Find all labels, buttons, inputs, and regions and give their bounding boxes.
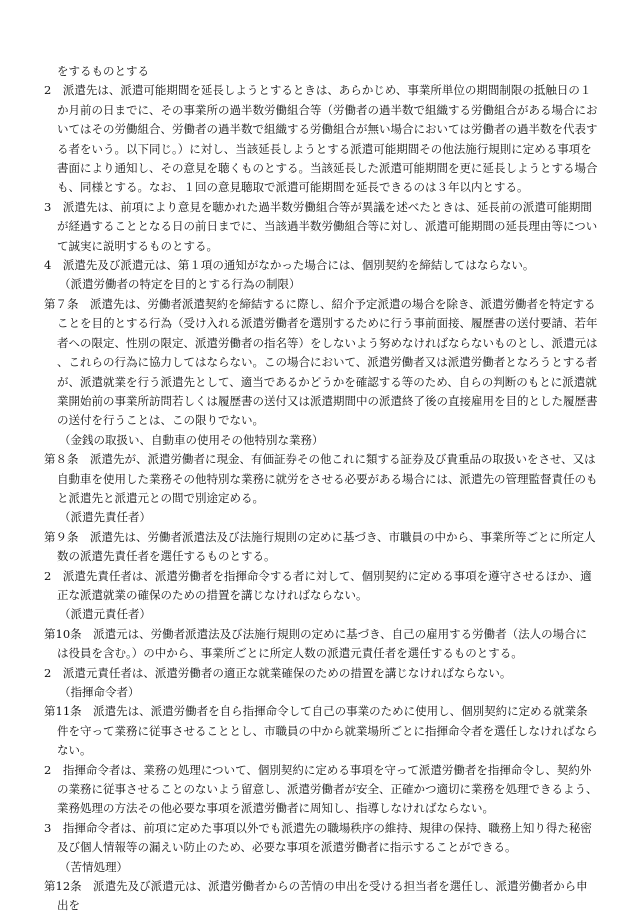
block-text: 派遣先は、派遣可能期間を延長しようとするときは、あらかじめ、事業所単位の期間制限の抵触日の１か月前の日までに、その事業所の過半数労働組合等（労働者の過半数で組織する労働組合がある場合においてはその労働組合、労働者の過半数で組織する労働組合が無い場合においては労働者の過半数を代表する者をいう。以下同じ。）に対し、当該延長しようとする派遣可能期間その他法施行規則に定める事項を書面により通知し、その意見を聴くものとする。当該延長した派遣可能期間を更に延長しようとする場合も、同様とする。なお、１回の意見聴取で派遣可能期間を延長できるのは３年以内とする。 bbox=[51, 83, 598, 195]
numbered-paragraph bbox=[44, 256, 598, 275]
article-number: 第12条 bbox=[44, 879, 82, 894]
block-text: 派遣元責任者は、派遣労働者の適正な就業確保のための措置を講じなければならない。 bbox=[51, 665, 512, 680]
article-heading bbox=[44, 508, 598, 527]
article-number: 第11条 bbox=[44, 704, 82, 719]
article bbox=[44, 877, 598, 916]
block-text: （派遣労働者の特定を目的とする行為の制限） bbox=[59, 277, 301, 292]
block-text: （指揮命令者） bbox=[59, 685, 140, 699]
article-heading bbox=[44, 683, 598, 702]
paragraph-number: 2 bbox=[44, 762, 52, 777]
block-text: 派遣先が、派遣労働者に現金、有価証券その他これに類する証券及び貴重品の取扱いをさせ、又は自動車を使用した業務その他特別な業務に就労をさせる必要がある場合には、派遣先の管理監督責任のもと派遣先と派遣元との間で別途定める。 bbox=[57, 452, 598, 505]
numbered-paragraph bbox=[44, 567, 598, 606]
numbered-paragraph bbox=[44, 819, 598, 858]
continuation-text bbox=[44, 62, 598, 81]
block-text: 派遣先及び派遣元は、派遣労働者からの苦情の申出を受ける担当者を選任し、派遣労働者から申出を bbox=[57, 879, 588, 913]
block-text: （派遣元責任者） bbox=[59, 607, 151, 622]
block-text: 派遣先責任者は、派遣労働者を指揮命令する者に対して、個別契約に定める事項を遵守させるほか、適正な派遣就業の確保のための措置を講じなければならない。 bbox=[51, 568, 592, 602]
numbered-paragraph bbox=[44, 664, 598, 683]
paragraph-number: 2 bbox=[44, 83, 52, 98]
article-heading bbox=[44, 431, 598, 450]
article bbox=[44, 702, 598, 760]
block-text: （派遣先責任者） bbox=[59, 510, 151, 525]
block-text: （金銭の取扱い、自動車の使用その他特別な業務） bbox=[59, 432, 324, 447]
numbered-paragraph bbox=[44, 761, 598, 819]
block-text: をするものとする bbox=[57, 64, 149, 78]
article-heading bbox=[44, 605, 598, 624]
article-number: 第９条 bbox=[44, 529, 79, 544]
block-text: （苦情処理） bbox=[59, 859, 128, 874]
block-text: 派遣先は、前項により意見を聴かれた過半数労働組合等が異議を述べたときは、延長前の派遣可能期間が経過することとなる日の前日までに、当該過半数労働組合等に対し、派遣可能期間の延長理由等について誠実に説明するものとする。 bbox=[51, 199, 598, 253]
article-heading bbox=[44, 275, 598, 294]
block-text: 派遣先は、派遣労働者を自ら指揮命令して自己の事業のために使用し、個別契約に定める就業条件を守って業務に従事させることとし、市職員の中から就業場所ごとに指揮命令者を選任しなければならない。 bbox=[57, 704, 598, 758]
article bbox=[44, 528, 598, 567]
article-number: 第10条 bbox=[44, 626, 82, 641]
block-text: 指揮命令者は、業務の処理について、個別契約に定める事項を守って派遣労働者を指揮命令し、契約外の業務に従事させることのないよう留意し、派遣労働者が安全、正確かつ適切に業務を処理できるよう、業務処理の方法その他必要な事項を派遣労働者に周知し、指導しなければならない。 bbox=[51, 762, 598, 816]
paragraph-number: 3 bbox=[44, 820, 52, 835]
paragraph-number: 2 bbox=[44, 568, 52, 583]
paragraph-number: 4 bbox=[44, 258, 52, 273]
numbered-paragraph bbox=[44, 81, 598, 197]
article-number: 第８条 bbox=[44, 452, 79, 467]
block-text: 派遣先は、労働者派遣契約を締結するに際し、紹介予定派遣の場合を除き、派遣労働者を特定することを目的とする行為（受け入れる派遣労働者を選別するために行う事前面接、履歴書の送付要請、若年者への限定、性別の限定、派遣労働者の指名等）をしないよう努めなければならないものとし、派遣元は、これらの行為に協力してはならない。この場合において、派遣労働者又は派遣労働者となろうとする者が、派遣就業を行う派遣先として、適当であるかどうかを確認する等のため、自らの判断のもとに派遣就業開始前の事業所訪問若しくは履歴書の送付又は派遣期間中の派遣終了後の直接雇用を目的とした履歴書の送付を行うことは、この限りでない。 bbox=[57, 296, 598, 428]
article-heading bbox=[44, 858, 598, 877]
block-text: 派遣元は、労働者派遣法及び法施行規則の定めに基づき、自己の雇用する労働者（法人の場合には役員を含む。）の中から、事業所ごとに所定人数の派遣元責任者を選任するものとする。 bbox=[57, 626, 588, 661]
article bbox=[44, 450, 598, 508]
block-text: 派遣先は、労働者派遣法及び法施行規則の定めに基づき、市職員の中から、事業所等ごとに所定人数の派遣先責任者を選任するものとする。 bbox=[57, 529, 596, 564]
paragraph-number: 2 bbox=[44, 665, 52, 680]
block-text: 指揮命令者は、前項に定めた事項以外でも派遣先の職場秩序の維持、規律の保持、職務上知り得た秘密及び個人情報等の漏えい防止のため、必要な事項を派遣労働者に指示することができる。 bbox=[51, 820, 592, 855]
article bbox=[44, 295, 598, 431]
numbered-paragraph bbox=[44, 198, 598, 256]
article-number: 第７条 bbox=[44, 296, 79, 311]
block-text: 派遣先及び派遣元は、第１項の通知がなかった場合には、個別契約を締結してはならない。 bbox=[51, 258, 535, 273]
paragraph-number: 3 bbox=[44, 199, 52, 214]
article bbox=[44, 625, 598, 664]
